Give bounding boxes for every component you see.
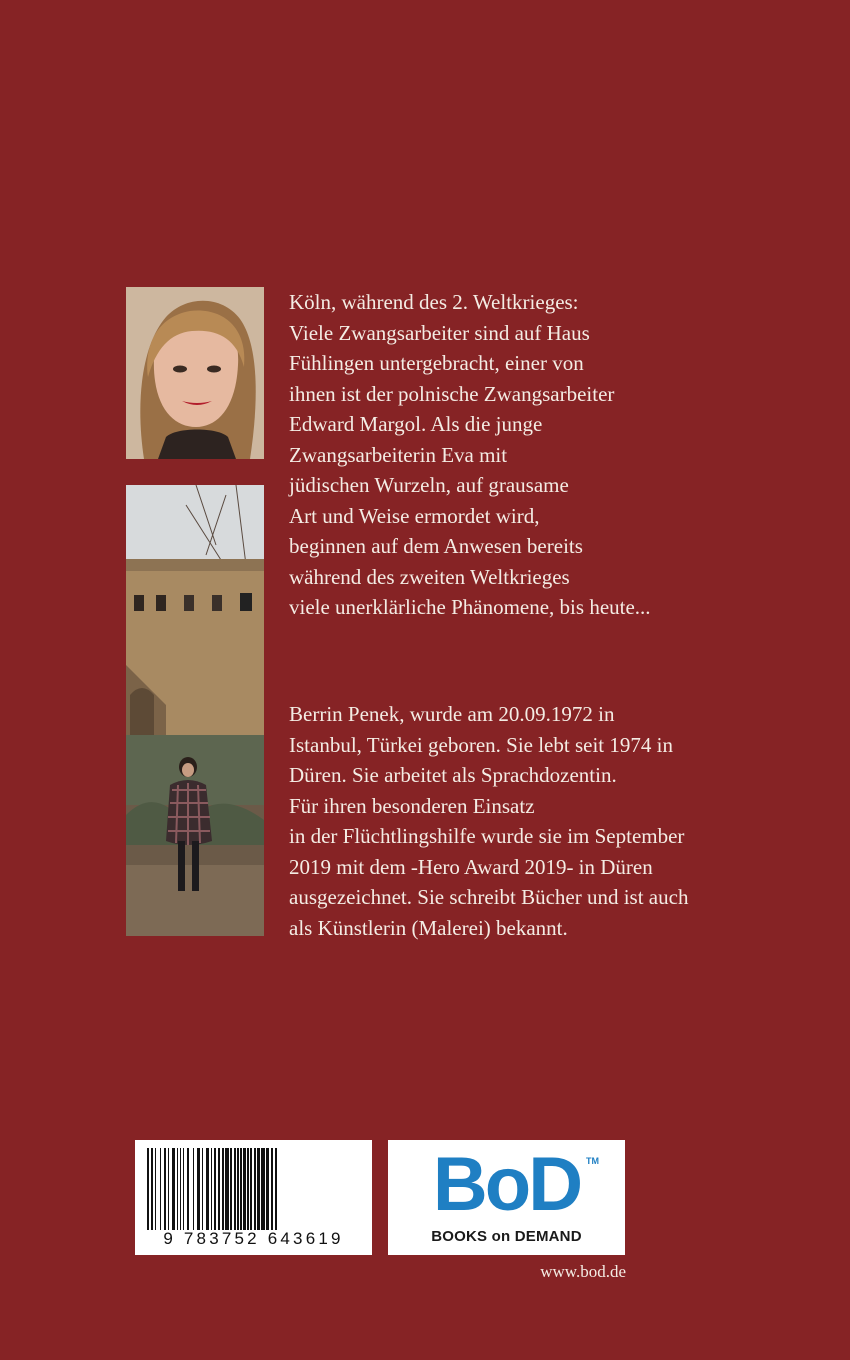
- barcode-bar: [234, 1148, 236, 1230]
- barcode-bar: [271, 1148, 273, 1230]
- blurb-line: Fühlingen untergebracht, einer von: [289, 351, 584, 375]
- bod-logo-mark: BoD: [432, 1142, 581, 1227]
- barcode-bar: [240, 1148, 242, 1230]
- blurb-line: Art und Weise ermordet wird,: [289, 503, 540, 528]
- bio-line: ausgezeichnet. Sie schreibt Bücher und ist auch: [289, 885, 689, 909]
- barcode-bars: [143, 1148, 364, 1230]
- publisher-logo: [388, 1140, 625, 1255]
- isbn-number: 9 783752 643619: [163, 1229, 344, 1248]
- isbn-barcode: [135, 1140, 372, 1255]
- bio-line: Berrin Penek, wurde am 20.09.1972 in: [289, 702, 615, 726]
- barcode-bar: [202, 1148, 203, 1230]
- barcode-bar: [177, 1148, 178, 1230]
- barcode-bar: [193, 1148, 194, 1230]
- barcode-bar: [180, 1148, 181, 1230]
- barcode-bar: [218, 1148, 220, 1230]
- blurb-line: Zwangsarbeiterin Eva mit: [289, 442, 508, 467]
- bio-line: als Künstlerin (Malerei) bekannt.: [289, 915, 568, 940]
- barcode-bar: [168, 1148, 169, 1230]
- barcode-bar: [257, 1148, 260, 1230]
- blurb-line: jüdischen Wurzeln, auf grausame: [289, 473, 569, 497]
- barcode-bar: [187, 1148, 189, 1230]
- trademark-symbol: TM: [586, 1156, 599, 1166]
- barcode-bar: [206, 1148, 209, 1230]
- barcode-bar: [155, 1148, 156, 1230]
- barcode-bar: [275, 1148, 277, 1230]
- author-building-photo: [126, 485, 264, 936]
- barcode-bar: [147, 1148, 149, 1230]
- barcode-bar: [160, 1148, 161, 1230]
- barcode-bar: [211, 1148, 212, 1230]
- barcode-bar: [183, 1148, 184, 1230]
- barcode-bar: [164, 1148, 166, 1230]
- blurb-line: beginnen auf dem Anwesen bereits: [289, 534, 583, 558]
- barcode-bar: [266, 1148, 269, 1230]
- blurb-line: ihnen ist der polnische Zwangsarbeiter: [289, 381, 615, 406]
- barcode-bar: [250, 1148, 252, 1230]
- blurb-line: Viele Zwangsarbeiter sind auf Haus: [289, 320, 590, 345]
- blurb-line: während des zweiten Weltkrieges: [289, 564, 570, 589]
- barcode-bar: [247, 1148, 249, 1230]
- barcode-bar: [222, 1148, 224, 1230]
- blurb-line: viele unerklärliche Phänomene, bis heute...: [289, 595, 651, 619]
- barcode-bar: [172, 1148, 175, 1230]
- barcode-bar: [261, 1148, 265, 1230]
- barcode-bar: [151, 1148, 153, 1230]
- barcode-bar: [243, 1148, 246, 1230]
- bio-line: Istanbul, Türkei geboren. Sie lebt seit 1974 in: [289, 732, 673, 757]
- bio-line: Düren. Sie arbeitet als Sprachdozentin.: [289, 763, 617, 787]
- bio-line: Für ihren besonderen Einsatz: [289, 793, 535, 818]
- barcode-bar: [254, 1148, 256, 1230]
- author-portrait-photo: [126, 287, 264, 459]
- author-bio: [289, 699, 759, 943]
- publisher-tagline: BOOKS on DEMAND: [431, 1228, 582, 1245]
- barcode-bar: [230, 1148, 232, 1230]
- book-blurb: [289, 287, 759, 623]
- barcode-bar: [214, 1148, 216, 1230]
- blurb-line: Köln, während des 2. Weltkrieges:: [289, 290, 579, 314]
- barcode-bar: [237, 1148, 239, 1230]
- blurb-line: Edward Margol. Als die junge: [289, 412, 543, 436]
- bio-line: 2019 mit dem -Hero Award 2019- in Düren: [289, 854, 653, 879]
- barcode-bar: [225, 1148, 229, 1230]
- bio-line: in der Flüchtlingshilfe wurde sie im September: [289, 824, 685, 848]
- barcode-bar: [197, 1148, 200, 1230]
- publisher-website: www.bod.de: [540, 1262, 626, 1281]
